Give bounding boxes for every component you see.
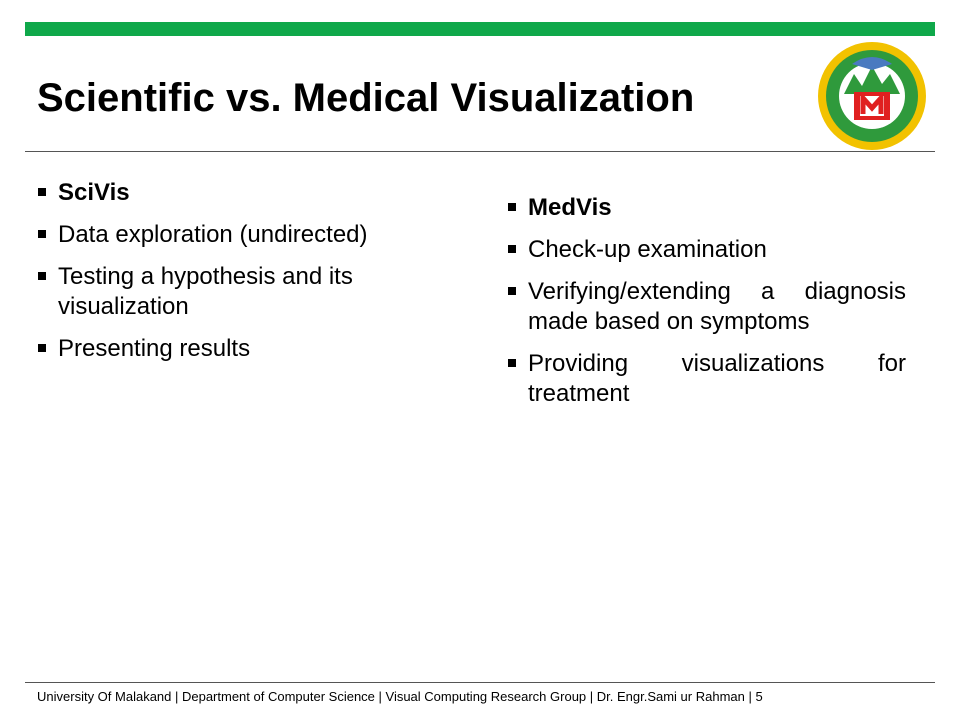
scivis-heading: SciVis (36, 178, 456, 208)
list-item: Data exploration (undirected) (36, 220, 456, 250)
slide-footer: University Of Malakand | Department of Computer Science | Visual Computing Research Group | Dr. Engr.Sami ur Rahman | 5 (37, 689, 763, 704)
slide-title: Scientific vs. Medical Visualization (37, 76, 695, 120)
list-item: Testing a hypothesis and its visualization (36, 262, 456, 322)
top-accent-bar (25, 22, 935, 36)
scivis-list (36, 178, 456, 376)
medvis-heading: MedVis (506, 193, 906, 223)
footer-divider (25, 682, 935, 683)
list-item: Check-up examination (506, 235, 906, 265)
title-divider (25, 151, 935, 152)
university-seal-icon (808, 36, 936, 154)
list-item: Verifying/extending a diagnosis made based on symptoms (506, 277, 906, 337)
medvis-list (506, 193, 906, 421)
list-item: Providing visualizations for treatment (506, 349, 906, 409)
list-item: Presenting results (36, 334, 456, 364)
